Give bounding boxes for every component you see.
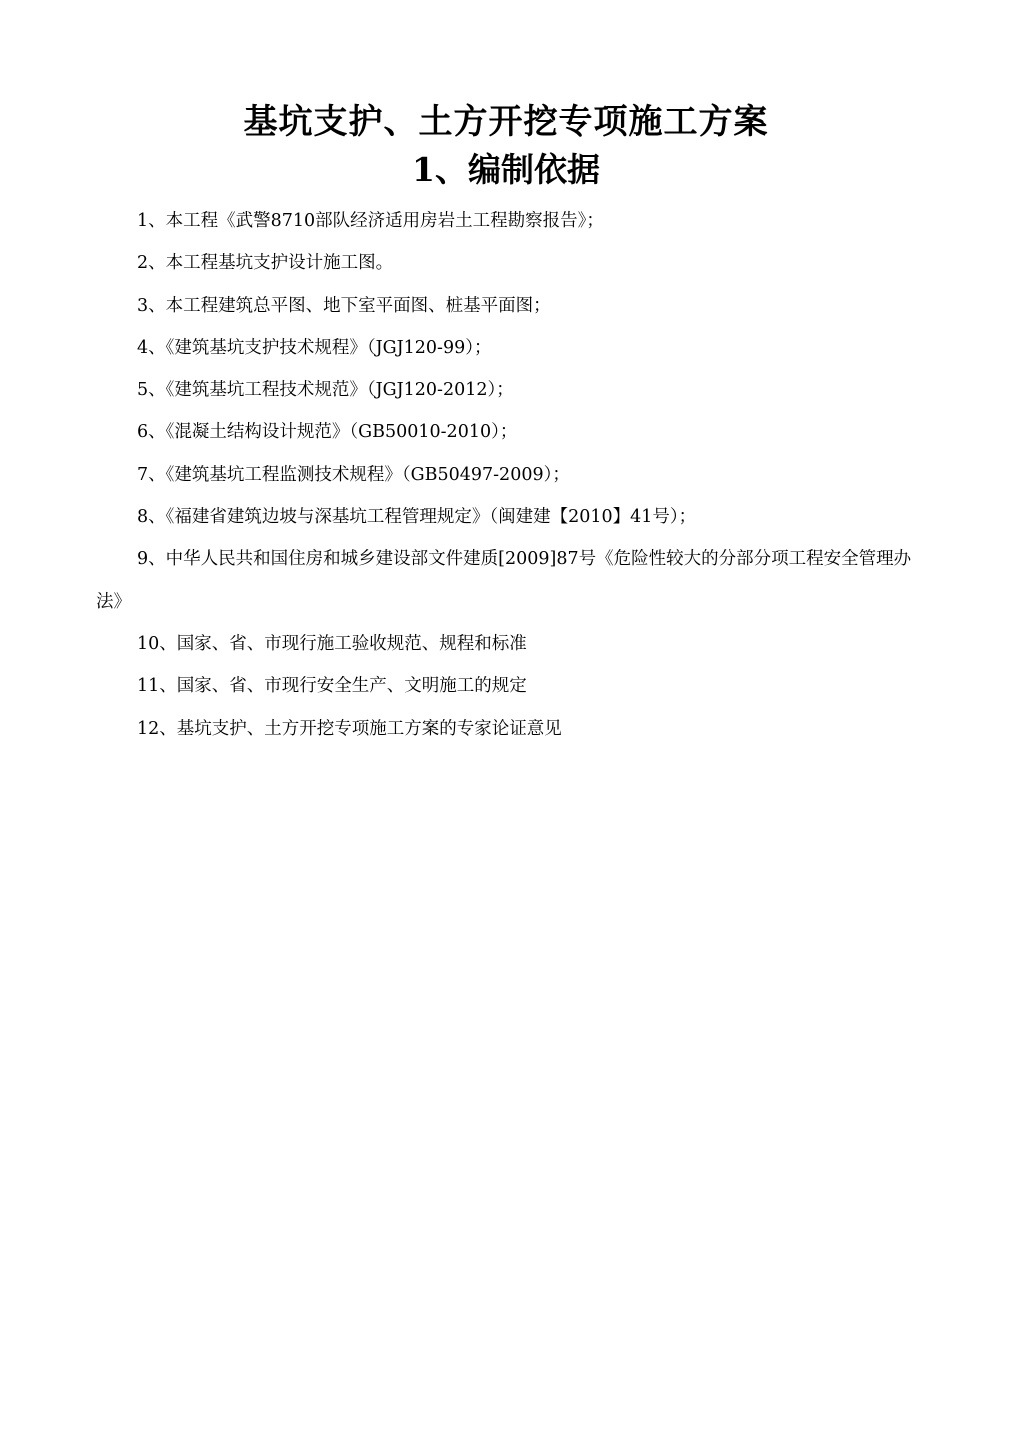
list-item: 12、基坑支护、土方开挖专项施工方案的专家论证意见 xyxy=(137,718,562,739)
document-title: 基坑支护、土方开挖专项施工方案 xyxy=(243,102,769,142)
list-item: 2、本工程基坑支护设计施工图。 xyxy=(137,253,394,274)
list-item: 6、《混凝土结构设计规范》（GB50010-2010）； xyxy=(137,422,518,443)
list-item: 7、《建筑基坑工程监测技术规程》（GB50497-2009）； xyxy=(137,464,570,485)
list-item: 3、本工程建筑总平图、地下室平面图、桩基平面图； xyxy=(137,295,551,316)
section-heading: 1、编制依据 xyxy=(412,150,600,189)
list-item: 1、本工程《武警8710部队经济适用房岩土工程勘察报告》； xyxy=(137,211,604,231)
list-item: 10、国家、省、市现行施工验收规范、规程和标准 xyxy=(137,633,527,654)
list-item: 8、《福建省建筑边坡与深基坑工程管理规定》（闽建建【2010】41号）； xyxy=(137,507,697,528)
list-item: 5、《建筑基坑工程技术规范》（JGJ120-2012）； xyxy=(137,380,514,401)
list-item: 11、国家、省、市现行安全生产、文明施工的规定 xyxy=(137,676,527,697)
basis-list xyxy=(96,200,926,750)
list-item: 4、《建筑基坑支护技术规程》（JGJ120-99）； xyxy=(137,337,492,358)
list-item: 9、中华人民共和国住房和城乡建设部文件建质[2009]87号《危险性较大的分部分项工程安全管理办法》 xyxy=(96,549,912,612)
